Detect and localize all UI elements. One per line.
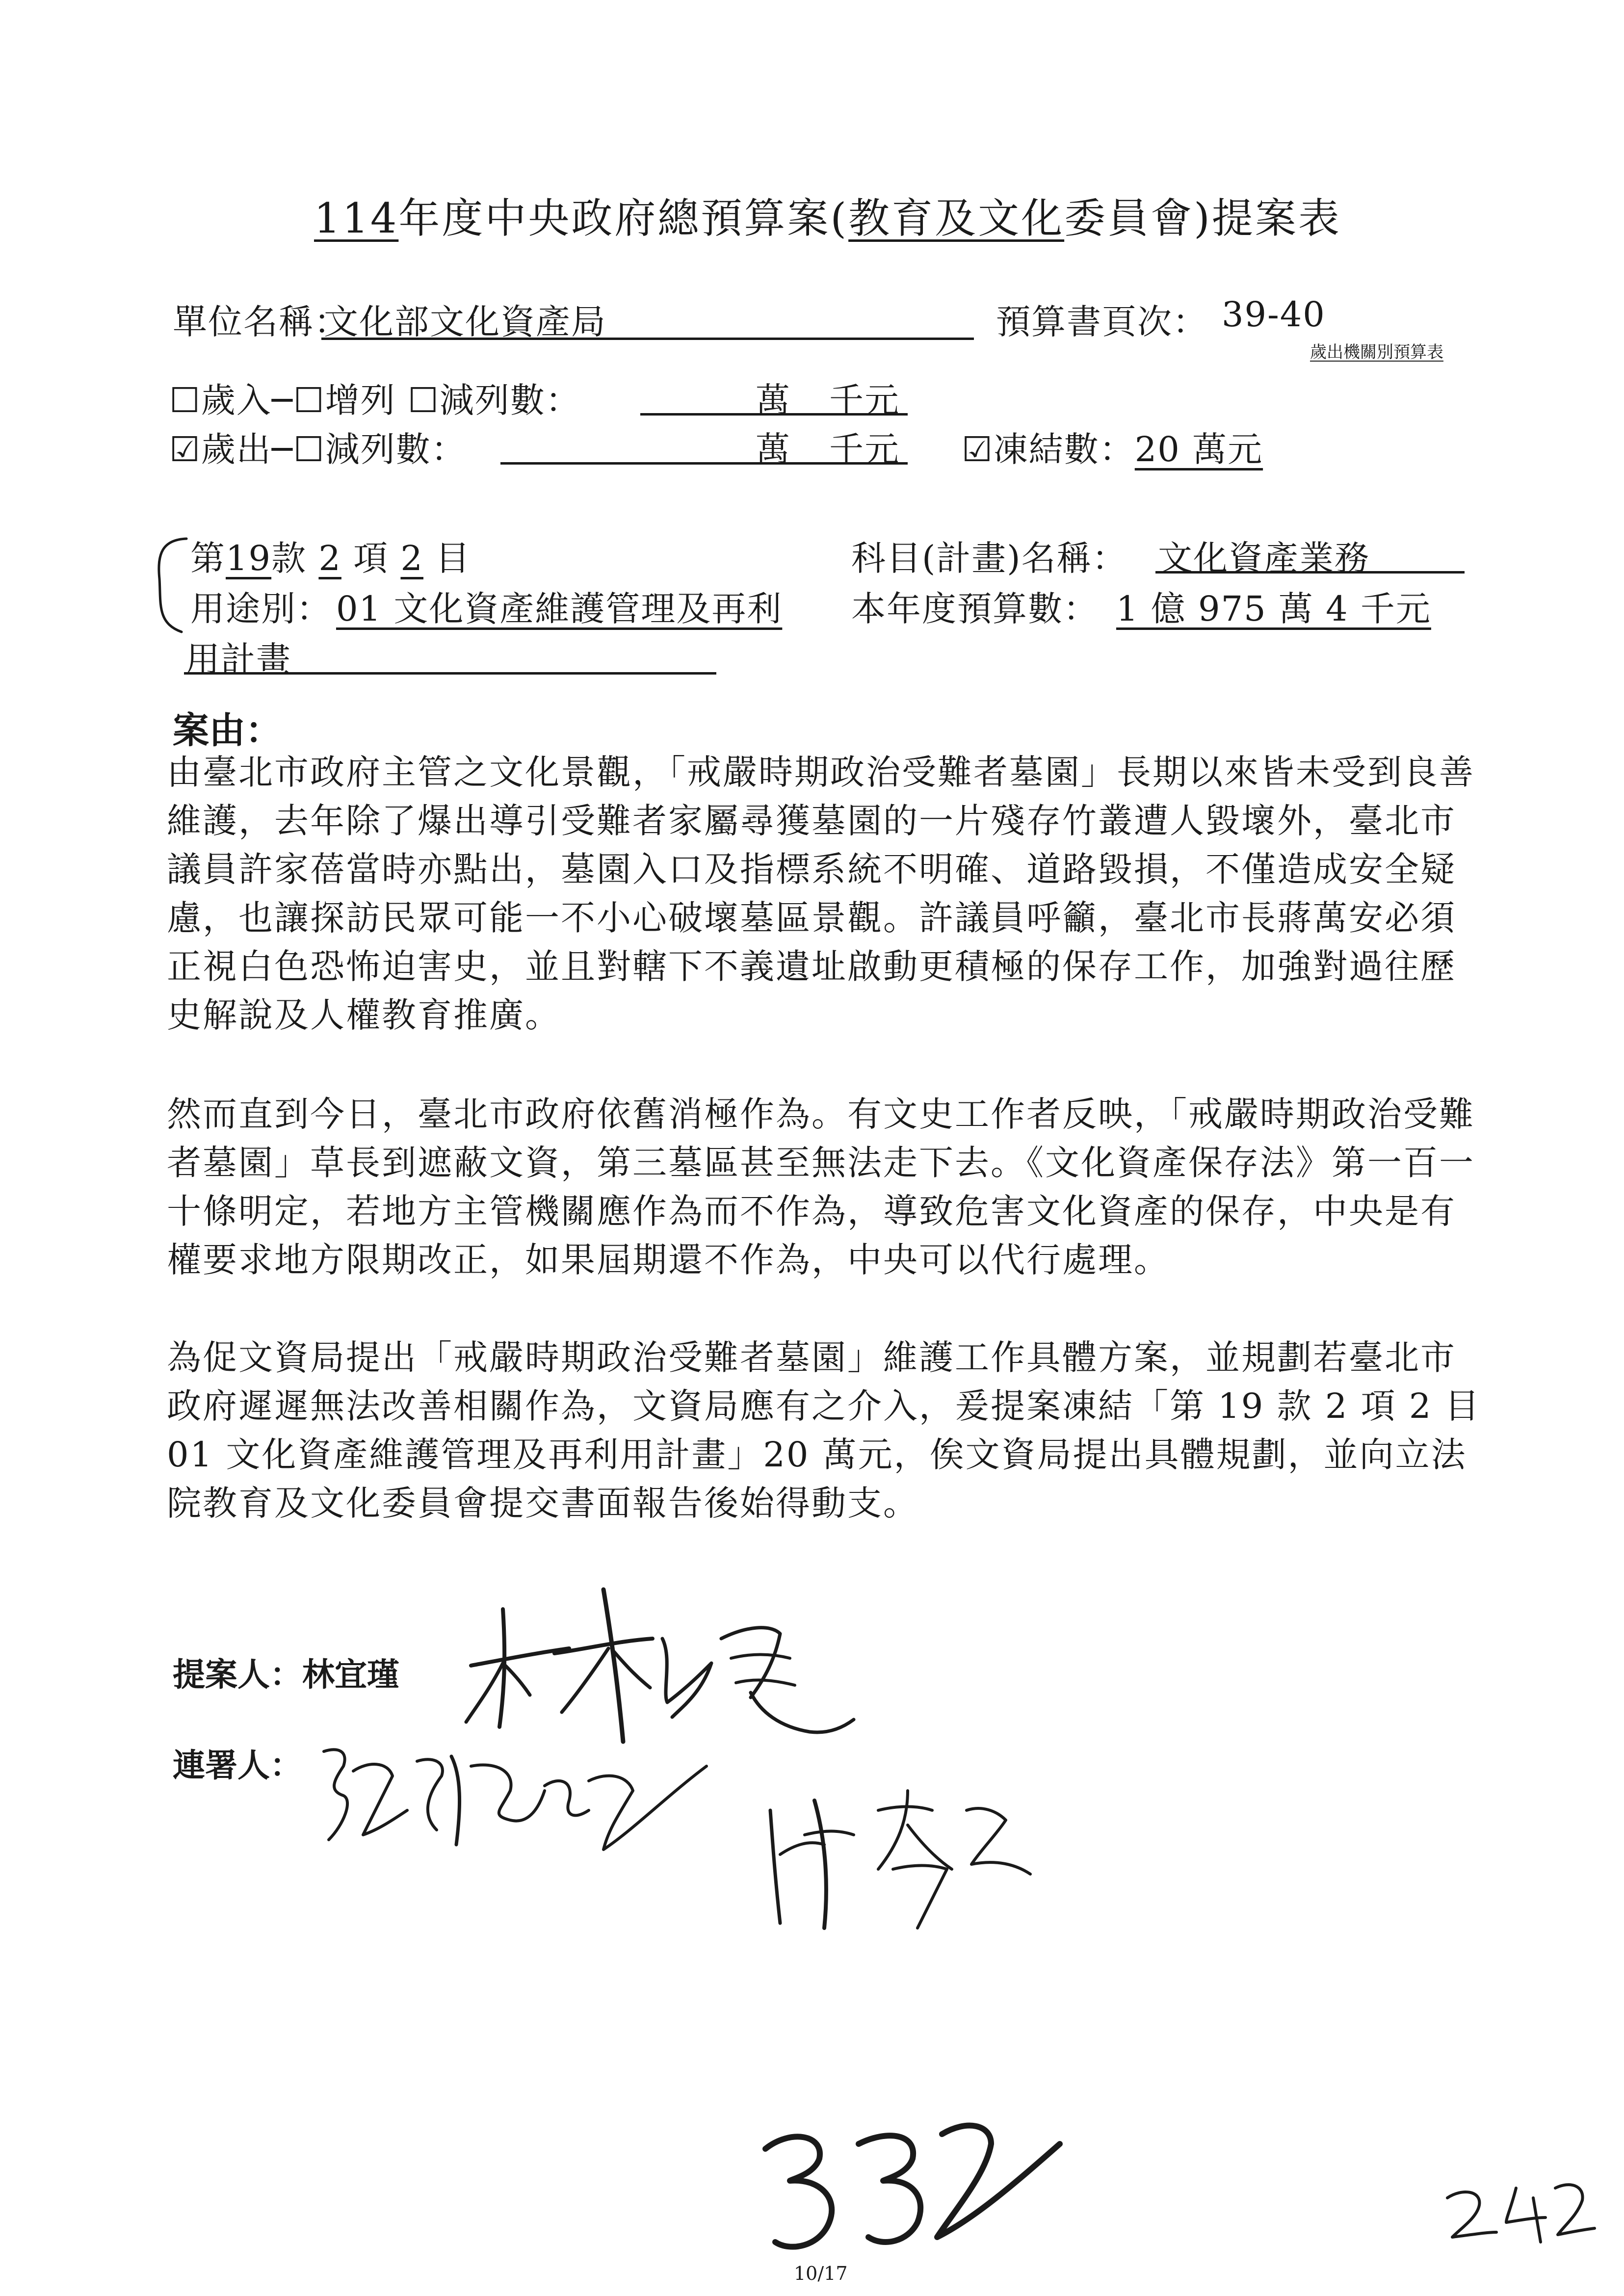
- handwritten-number-center: [746, 2090, 1070, 2276]
- revenue-row: [169, 373, 581, 422]
- page-title: [314, 185, 1341, 245]
- page-ref-value: 39-40: [1222, 294, 1326, 335]
- mu-value: 2: [400, 538, 423, 578]
- decrease-checkbox[interactable]: ☐: [407, 380, 440, 420]
- decrease-label: 減列數：: [439, 380, 581, 420]
- subject-underline: [1155, 571, 1465, 574]
- freeze-value: 20 萬元: [1134, 429, 1263, 470]
- budget-code: [190, 531, 471, 580]
- revenue-checkbox[interactable]: ☐: [169, 380, 201, 420]
- handwritten-number-right: [1442, 2168, 1599, 2247]
- bracket-mark: [147, 535, 191, 638]
- page-ref-note: 歲出機關別預算表: [1310, 342, 1443, 362]
- page-number: 10/17: [794, 2263, 848, 2284]
- unit-label: 單位名稱：: [173, 302, 349, 342]
- kuan-label: 款: [271, 538, 307, 578]
- reason-heading: 案由：: [173, 709, 282, 752]
- usage-cont-underline: [184, 672, 716, 675]
- unit-value: 文化部文化資產局: [324, 302, 606, 342]
- mu-label: 目: [435, 538, 471, 578]
- revenue-label: 歲入─: [201, 380, 293, 420]
- usage-value: 01 文化資產維護管理及再利: [336, 589, 783, 629]
- freeze-label: 凍結數：: [993, 429, 1135, 470]
- proposer: [173, 1648, 399, 1695]
- revenue-unit-wan: 萬: [756, 380, 791, 420]
- expense-row: [169, 422, 467, 471]
- cosigner-signature-2: [751, 1781, 1045, 1943]
- cosigner-label: 連署人：: [173, 1747, 302, 1784]
- xiang-value: 2: [318, 538, 341, 578]
- reason-text-1: 由臺北市政府主管之文化景觀，「戒嚴時期政治受難者墓園」長期以來皆未受到良善維護，去年除了爆出導引受難者家屬尋獲墓園的一片殘存竹叢遭人毀壞外，臺北市議員許家蓓當時亦點出，墓園入口及指標系統不明確、道路毀損，不僅造成安全疑慮，也讓探訪民眾可能一不小心破壞墓區景觀。許議員呼籲，臺北市長蔣萬安必須正視白色恐怖迫害史，並且對轄下不義遺址啟動更積極的保存工作，加強對過往歷史解說及人權教育推廣。: [167, 752, 1475, 1035]
- expense-unit-wan: 萬: [756, 429, 791, 470]
- proposer-name: 林宜瑾: [302, 1656, 399, 1694]
- unit-underline: [321, 338, 974, 340]
- title-year: 114: [314, 194, 399, 242]
- annual-label: 本年度預算數：: [851, 589, 1099, 629]
- xiang-label: 項: [353, 538, 389, 578]
- revenue-unit-thousand: 千元: [829, 380, 900, 420]
- expense-unit-thousand: 千元: [829, 429, 900, 470]
- kuan-value: 19: [226, 538, 272, 578]
- title-part1: 年度中央政府總預算案(: [398, 194, 849, 242]
- reason-paragraph-3: [167, 1333, 1492, 1528]
- subject-label: 科目(計畫)名稱：: [851, 538, 1127, 578]
- kuan-prefix: 第: [190, 538, 226, 578]
- annual-value: 1 億 975 萬 4 千元: [1116, 589, 1431, 629]
- reason-paragraph-2: [167, 1090, 1492, 1284]
- usage-value-cont: 用計畫: [185, 639, 291, 679]
- cosigner-signature-1: [314, 1732, 756, 1879]
- proposer-label: 提案人：: [173, 1656, 302, 1694]
- title-part2: 委員會)提案表: [1064, 194, 1341, 242]
- proposer-signature: [456, 1580, 898, 1756]
- subject-value: 文化資產業務: [1158, 538, 1370, 578]
- freeze-group: [962, 422, 1263, 471]
- reason-text-3: 為促文資局提出「戒嚴時期政治受難者墓園」維護工作具體方案，並規劃若臺北市政府遲遲無法改善相關作為，文資局應有之介入，爰提案凍結「第 19 款 2 項 2 目 01 文化資產維護管理及再利用計畫」20 萬元，俟文資局提出具體規劃，並向立法院教育及文化委員會提交書面報告後始得動支。: [167, 1337, 1481, 1523]
- page-ref-label: 預算書頁次：: [996, 302, 1208, 342]
- increase-label: 增列: [325, 380, 396, 420]
- expense-label: 歲出─: [201, 429, 293, 470]
- increase-checkbox[interactable]: ☐: [293, 380, 325, 420]
- expense-decrease-checkbox[interactable]: ☐: [293, 429, 325, 470]
- title-committee: 教育及文化: [848, 194, 1065, 242]
- expense-decrease-label: 減列數：: [325, 429, 467, 470]
- expense-checkbox[interactable]: ☑: [169, 429, 201, 470]
- usage-label: 用途別：: [190, 589, 332, 629]
- freeze-checkbox[interactable]: ☑: [962, 429, 994, 470]
- reason-paragraph-1: [167, 748, 1492, 1040]
- reason-text-2: 然而直到今日，臺北市政府依舊消極作為。有文史工作者反映，「戒嚴時期政治受難者墓園」草長到遮蔽文資，第三墓區甚至無法走下去。《文化資產保存法》第一百一十條明定，若地方主管機關應作為而不作為，導致危害文化資產的保存，中央是有權要求地方限期改正，如果屆期還不作為，中央可以代行處理。: [167, 1094, 1475, 1280]
